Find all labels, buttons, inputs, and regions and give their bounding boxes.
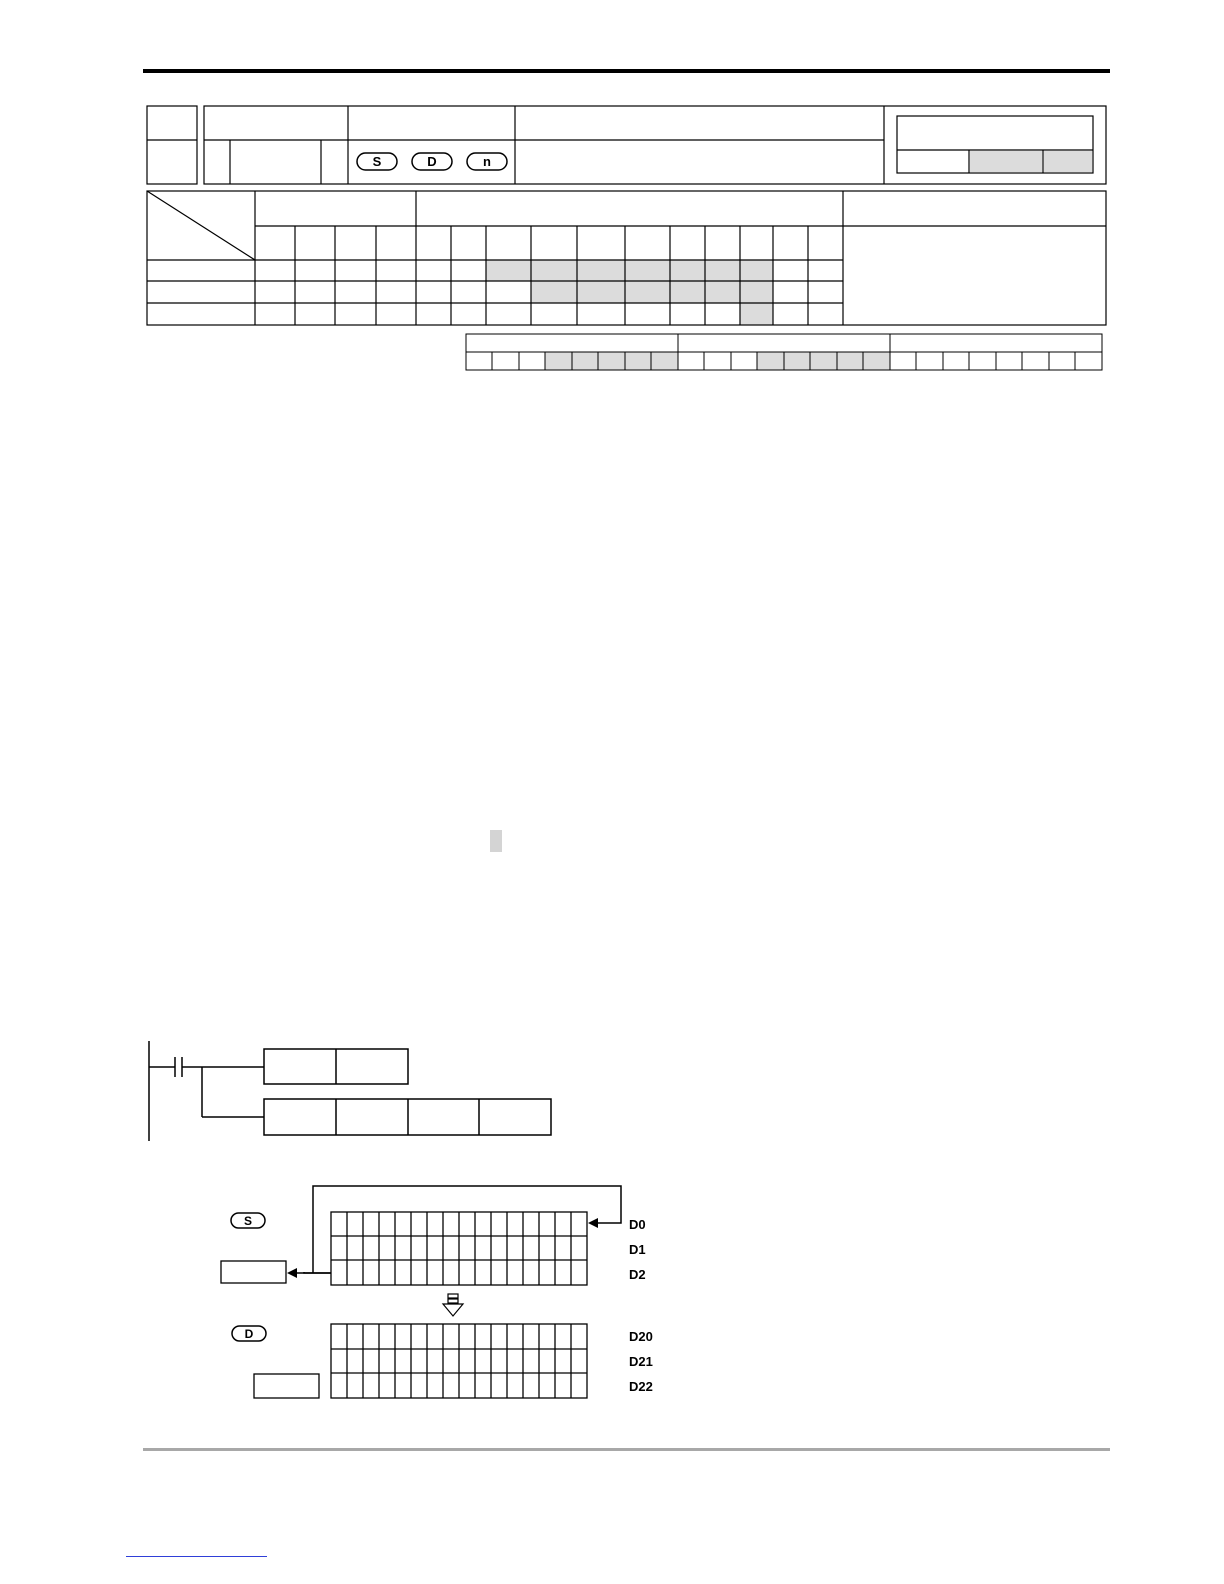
ladder-diagram (140, 1035, 570, 1150)
source-oval (231, 1213, 265, 1228)
arrow-head-right (588, 1218, 598, 1228)
instruction-header-table (0, 0, 1224, 400)
bottom-rule (143, 1448, 1110, 1451)
register-label-d20: D20 (629, 1329, 653, 1344)
grey-marker (490, 830, 502, 852)
register-label-d22: D22 (629, 1379, 653, 1394)
register-label-d2: D2 (629, 1267, 646, 1282)
destination-carry-box (254, 1374, 319, 1398)
model-support-strip (466, 334, 1102, 370)
register-label-d1: D1 (629, 1242, 646, 1257)
operand-s-oval (357, 153, 397, 170)
register-label-d0: D0 (629, 1217, 646, 1232)
register-shift-diagram (200, 1175, 700, 1405)
source-register-grid (331, 1212, 587, 1285)
footer-link-underline[interactable] (126, 1556, 267, 1557)
operand-d-oval (412, 153, 452, 170)
source-oval-label: S (243, 1214, 253, 1228)
operand-n-oval (467, 153, 507, 170)
down-arrow-icon (443, 1294, 463, 1316)
destination-oval-label: D (244, 1327, 254, 1341)
source-carry-box (221, 1261, 286, 1283)
operand-device-table (147, 191, 1106, 325)
register-label-d21: D21 (629, 1354, 653, 1369)
arrow-head-left (287, 1268, 297, 1278)
operand-s-label: S (372, 154, 382, 169)
operand-d-label: D (427, 154, 437, 169)
destination-register-grid (331, 1324, 587, 1398)
operand-n-label: n (483, 154, 491, 169)
destination-oval (232, 1326, 266, 1341)
